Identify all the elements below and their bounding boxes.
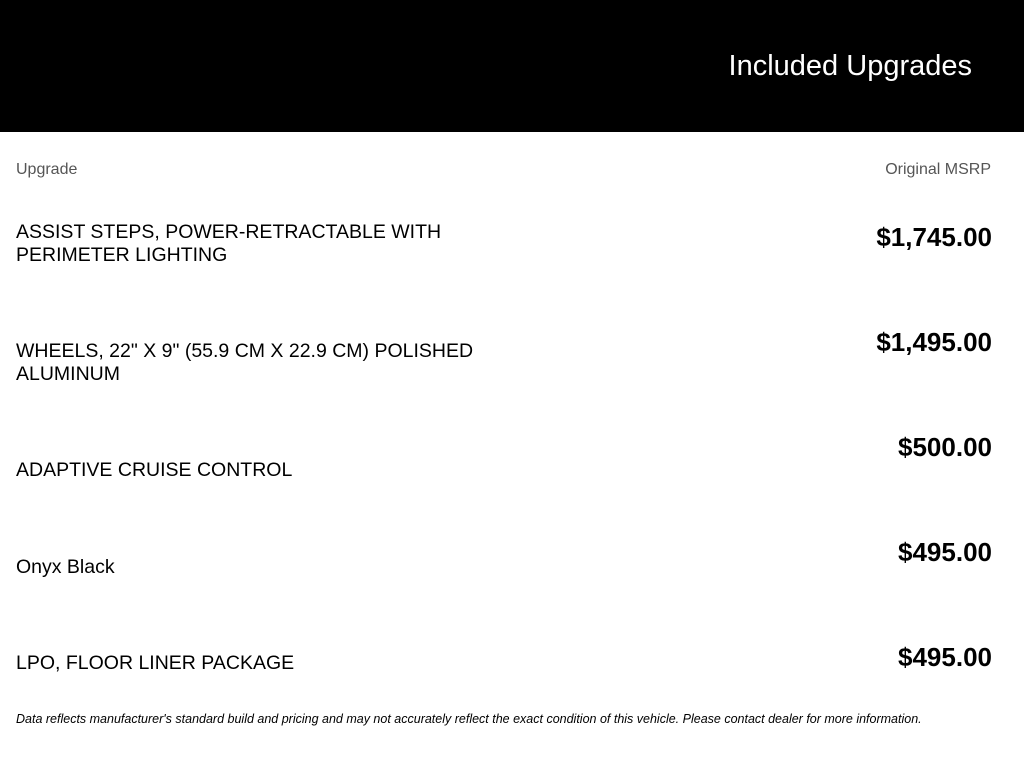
upgrade-name: ASSIST STEPS, POWER-RETRACTABLE WITH PERIMETER LIGHTING bbox=[16, 221, 442, 266]
upgrade-name: WHEELS, 22" X 9" (55.9 CM X 22.9 CM) POLISHED ALUMINUM bbox=[16, 340, 474, 385]
msrp-column-header: Original MSRP bbox=[885, 161, 991, 178]
header-bar bbox=[0, 0, 1024, 132]
disclaimer-text: Data reflects manufacturer's standard build and pricing and may not accurately reflect the exact condition of this vehicle. Please contact dealer for more information. bbox=[16, 712, 922, 726]
page-title: Included Upgrades bbox=[728, 50, 972, 82]
upgrade-price: $495.00 bbox=[898, 537, 992, 567]
upgrade-price: $495.00 bbox=[898, 642, 992, 672]
upgrade-price: $1,745.00 bbox=[876, 222, 992, 252]
upgrade-name: Onyx Black bbox=[16, 556, 115, 578]
upgrade-price: $500.00 bbox=[898, 432, 992, 462]
upgrade-price: $1,495.00 bbox=[876, 327, 992, 357]
upgrade-column-header: Upgrade bbox=[16, 161, 78, 178]
upgrade-name: ADAPTIVE CRUISE CONTROL bbox=[16, 459, 293, 481]
upgrade-name: LPO, FLOOR LINER PACKAGE bbox=[16, 652, 295, 674]
